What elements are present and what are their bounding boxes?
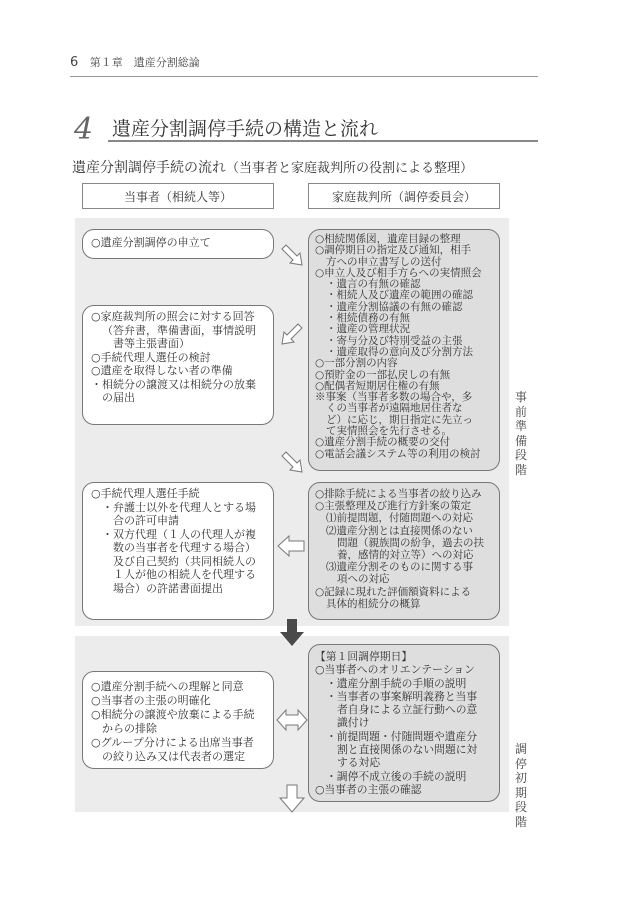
arrow-down-filled-icon xyxy=(279,618,305,648)
box-line: 者自身による立証行動への意 xyxy=(337,703,478,717)
box-line: ○当事者へのオリエンテーション xyxy=(315,663,475,677)
arrow-down-right-icon xyxy=(280,450,306,476)
column-header-court: 家庭裁判所（調停委員会） xyxy=(308,183,500,209)
arrow-left-icon xyxy=(276,534,306,558)
box-line: からの排除 xyxy=(102,722,157,735)
box-line: ⑵遺産分割とは直接関係のない xyxy=(326,524,473,537)
stage-label-preparation: 事前準備段階 xyxy=(514,390,527,477)
box-line: ○申立人及び相手方らへの実情照会 xyxy=(315,266,482,279)
box-line: ○記録に現れた評価額資料による xyxy=(315,585,472,598)
box-line: ○グループ分けによる出席当事者 xyxy=(91,736,254,749)
box-line: ○一部分割の内容 xyxy=(315,357,398,370)
party-box-initial xyxy=(82,671,274,769)
box-line: ○預貯金の一部払戻しの有無 xyxy=(315,368,451,381)
box-line: ・寄与分及び特別受益の主張 xyxy=(326,334,463,347)
box-line: ○調停期日の指定及び通知，相手 xyxy=(315,244,472,257)
box-line: 割と直接関係のない問題に対 xyxy=(337,743,478,757)
box-line: ・遺言の有無の確認 xyxy=(326,278,421,291)
box-line: ど）に応じ，期日指定に先立っ xyxy=(326,413,473,426)
chapter-title: 第１章 遺産分割総論 xyxy=(89,56,200,69)
box-line: ・遺産分割手続の手順の説明 xyxy=(326,676,467,690)
figure-title-main: 遺産分割調停手続の流れ xyxy=(72,160,226,176)
box-line: ○遺産分割調停の申立て xyxy=(91,236,211,249)
box-line: 及び自己契約（共同相続人の xyxy=(113,554,256,568)
box-line: 識付け xyxy=(337,716,370,730)
section-number: 4 xyxy=(74,112,94,147)
box-line: ○当事者の主張の確認 xyxy=(315,782,422,796)
running-head xyxy=(70,54,200,70)
figure-title-note: （当事者と家庭裁判所の役割による整理） xyxy=(226,161,474,176)
arrow-double-horizontal-icon xyxy=(276,708,308,732)
box-line: ・調停不成立後の手続の説明 xyxy=(326,769,467,783)
section-rule xyxy=(108,140,538,142)
arrow-down-left-icon xyxy=(278,322,304,348)
court-box-first-session xyxy=(308,644,500,802)
box-line: ○当事者の主張の明確化 xyxy=(91,694,211,707)
box-line: 数の当事者を代理する場合） xyxy=(113,541,256,554)
box-line: 【第１回調停期日】 xyxy=(315,650,413,663)
box-line: ○排除手続による当事者の絞り込み xyxy=(315,488,482,500)
page-number: 6 xyxy=(70,55,79,70)
box-line: ・相続債務の有無 xyxy=(326,312,410,325)
box-line: 問題（親族間の紛争，過去の扶 xyxy=(337,536,484,549)
box-line: （答弁書，準備書面，事情説明 xyxy=(102,323,256,337)
box-line: ○遺産分割手続への理解と同意 xyxy=(91,680,244,693)
box-line: ○電話会議システム等の利用の検討 xyxy=(315,447,481,460)
box-line: ⑴前提問題，付随問題への対応 xyxy=(326,512,473,525)
section-title: 遺産分割調停手続の構造と流れ xyxy=(112,118,379,140)
party-box-agent xyxy=(82,482,274,620)
box-line: ○家庭裁判所の照会に対する回答 xyxy=(91,310,255,323)
column-header-party: 当事者（相続人等） xyxy=(82,183,274,209)
box-line: ○遺産を取得しない者の準備 xyxy=(91,364,233,377)
stage-label-initial: 調停初期段階 xyxy=(514,742,527,829)
box-line: 合の許可申請 xyxy=(113,514,179,527)
box-line: て実情照会を先行させる。 xyxy=(326,425,452,438)
box-line: 項への対応 xyxy=(337,573,390,586)
arrow-down-outline-icon xyxy=(279,784,305,814)
box-line: の届出 xyxy=(102,391,135,404)
box-line: ○手続代理人選任の検討 xyxy=(91,350,211,364)
box-line: ・遺産の管理状況 xyxy=(326,323,410,336)
header-rule xyxy=(70,76,538,77)
box-line: ○主張整理及び進行方針案の策定 xyxy=(315,500,472,513)
box-line: 具体的相続分の概算 xyxy=(326,597,421,610)
box-line: の絞り込み又は代表者の選定 xyxy=(102,750,245,763)
box-line: ・当事者の事案解明義務と当事 xyxy=(326,689,478,703)
box-line: 養，感情的対立等）への対応 xyxy=(337,549,474,562)
box-line: ○相続分の譲渡や放棄による手続 xyxy=(91,708,255,721)
box-line: ・双方代理（１人の代理人が複 xyxy=(102,527,256,541)
party-box-response xyxy=(82,305,274,425)
box-line: ・遺産分割協議の有無の確認 xyxy=(326,300,463,313)
box-line: ○遺産分割手続の概要の交付 xyxy=(315,436,451,449)
box-line: ○手続代理人選任手続 xyxy=(91,487,200,500)
box-line: ※事案（当事者多数の場合や，多 xyxy=(315,391,473,404)
box-line: ⑶遺産分割そのものに関する事 xyxy=(326,561,473,574)
box-line: する対応 xyxy=(337,756,381,770)
court-box-preparation xyxy=(308,229,500,471)
box-line: 書等主張書面） xyxy=(113,337,190,350)
party-box-petition xyxy=(82,229,274,259)
box-line: くの当事者が遠隔地居住者な xyxy=(326,402,463,415)
box-line: 場合）の許諾書面提出 xyxy=(113,581,223,595)
figure-title xyxy=(72,157,473,177)
box-line: ・遺産取得の意向及び分割方法 xyxy=(326,345,473,358)
arrow-down-right-icon xyxy=(280,243,306,269)
box-line: ○配偶者短期居住権の有無 xyxy=(315,379,440,392)
box-line: ・相続人及び遺産の範囲の確認 xyxy=(326,289,473,302)
box-line: 方への申立書写しの送付 xyxy=(326,255,442,268)
box-line: ・前提問題・付随問題や遺産分 xyxy=(326,729,478,743)
box-line: １人が他の相続人を代理する xyxy=(113,568,256,581)
court-box-issue-organization xyxy=(308,482,500,620)
box-line: ・相続分の譲渡又は相続分の放棄 xyxy=(91,377,256,391)
box-line: ○相続関係図，遺産目録の整理 xyxy=(315,233,461,245)
box-line: ・弁護士以外を代理人とする場 xyxy=(102,500,256,514)
